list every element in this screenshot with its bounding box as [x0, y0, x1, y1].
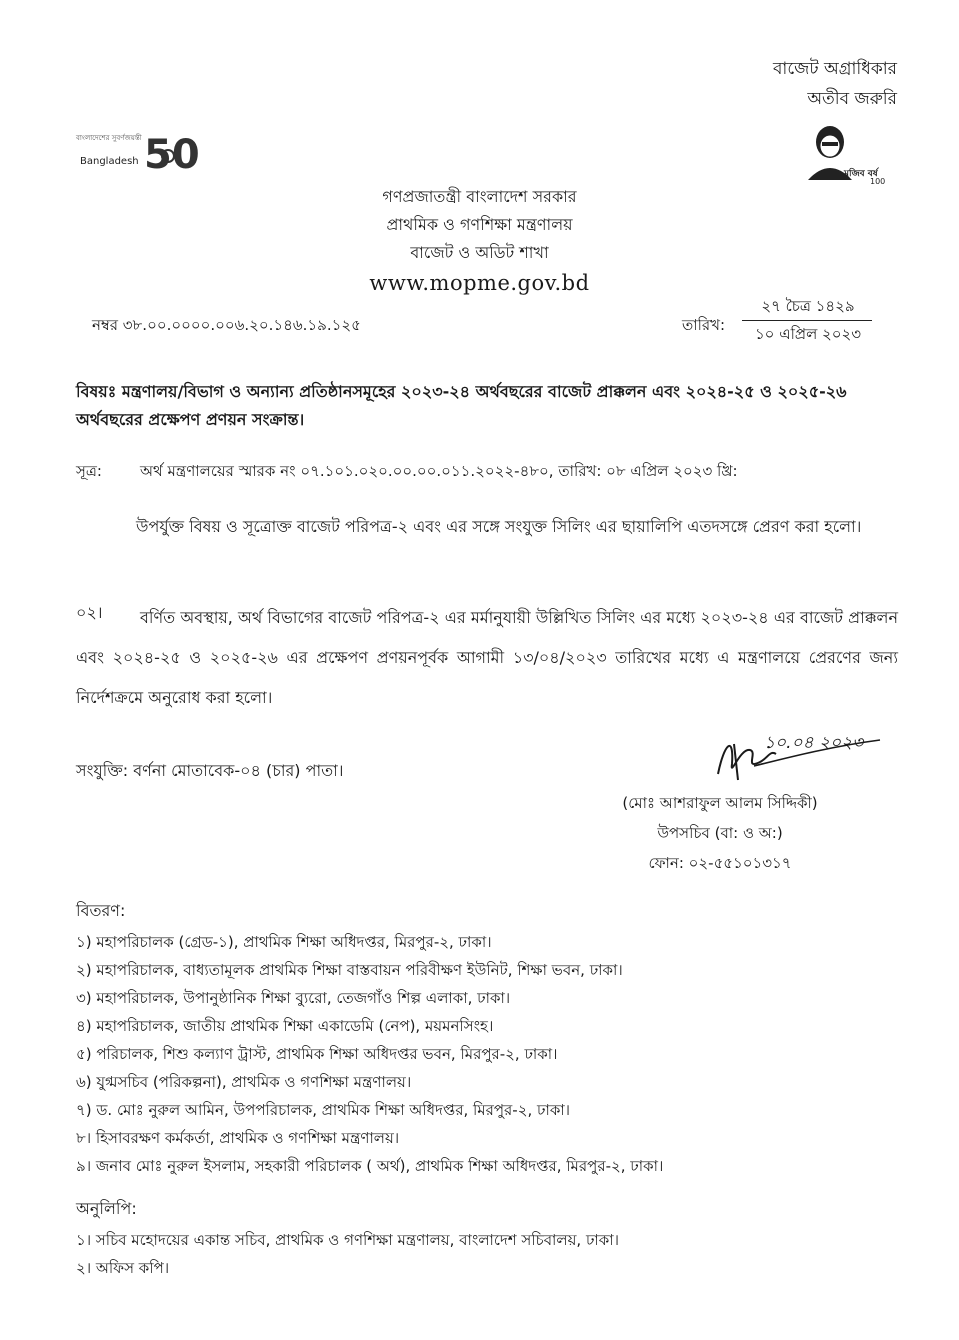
paragraph-2: বর্ণিত অবস্থায়, অর্থ বিভাগের বাজেট পরিপত্র-২ এর মর্মানুযায়ী উল্লিখিত সিলিং এর মধ্যে ২০২৩-২৪ এর বাজেট প্রাক্কলন এবং ২০২৪-২৫ ও ২০২৫-২৬ এর প্রক্ষেপণ প্রণয়নপূর্বক আগামী ১৩/০৪/২০২৩ তারিখের মধ্যে এ মন্ত্রণালয়ে প্রেরণের জন্য নির্দেশক্রমে অনুরোধ করা হলো। [76, 608, 898, 707]
priority-block [773, 54, 897, 114]
signer-name: (মোঃ আশরাফুল আলম সিদ্দিকী) [622, 794, 818, 812]
distribution-item: ১) মহাপরিচালক (গ্রেড-১), প্রাথমিক শিক্ষা অধিদপ্তর, মিরপুর-২, ঢাকা। [76, 933, 492, 951]
ministry-name: প্রাথমিক ও গণশিক্ষা মন্ত্রণালয় [386, 215, 573, 234]
reference-label: সূত্র: [76, 462, 102, 480]
golden-jubilee-emblem-icon [72, 112, 200, 188]
logo-left-numeral: 50 [144, 132, 200, 178]
signer-block [560, 788, 880, 878]
copy-list [76, 1226, 619, 1282]
priority-urgent: অতীব জরুরি [807, 89, 897, 109]
copy-title: অনুলিপি: [76, 1199, 137, 1218]
distribution-title: বিতরণ: [76, 901, 126, 920]
branch-name: বাজেট ও অডিট শাখা [410, 243, 549, 262]
logo-right-number: 100 [870, 177, 886, 186]
date-label: তারিখ: [682, 316, 726, 334]
letterhead [0, 183, 959, 299]
handwritten-signature-icon [704, 704, 884, 794]
mujib-100-logo [800, 120, 892, 188]
mujib-portrait-icon [800, 120, 892, 188]
government-name: গণপ্রজাতন্ত্রী বাংলাদেশ সরকার [382, 187, 577, 206]
priority-budget: বাজেট অগ্রাধিকার [772, 59, 897, 79]
golden-jubilee-logo [72, 112, 200, 188]
signature-date-mark: ১০.০৪ ২০২৩ [764, 733, 864, 753]
distribution-item: ৪) মহাপরিচালক, জাতীয় প্রাথমিক শিক্ষা একাডেমি (নেপ), ময়মনসিংহ। [76, 1017, 494, 1035]
website-link[interactable]: www.mopme.gov.bd [369, 271, 590, 295]
copy-item: ১। সচিব মহোদয়ের একান্ত সচিব, প্রাথমিক ও গণশিক্ষা মন্ত্রণালয়, বাংলাদেশ সচিবালয়, ঢাকা। [76, 1231, 619, 1249]
copy-item: ২। অফিস কপি। [76, 1259, 170, 1277]
paragraph-2-number: ০২। [76, 603, 103, 622]
distribution-item: ৬) যুগ্মসচিব (পরিকল্পনা), প্রাথমিক ও গণশিক্ষা মন্ত্রণালয়। [76, 1073, 412, 1091]
memo-number: নম্বর ৩৮.০০.০০০০.০০৬.২০.১৪৬.১৯.১২৫ [92, 316, 361, 334]
attachment-note: সংযুক্তি: বর্ণনা মোতাবেক-০৪ (চার) পাতা। [76, 761, 344, 780]
logo-left-top-text: বাংলাদেশের সুবর্ণজয়ন্তী [76, 134, 142, 142]
date-divider [742, 320, 872, 321]
distribution-item: ৯। জনাব মোঃ নুরুল ইসলাম, সহকারী পরিচালক ( অর্থ), প্রাথমিক শিক্ষা অধিদপ্তর, মিরপুর-২, ঢাকা। [76, 1157, 664, 1175]
logo-left-bottom-text: Bangladesh [80, 156, 139, 167]
signer-phone: ফোন: ০২-৫৫১০১৩১৭ [648, 854, 792, 872]
signature [704, 704, 884, 794]
distribution-item: ৩) মহাপরিচালক, উপানুষ্ঠানিক শিক্ষা ব্যুরো, তেজগাঁও শিল্প এলাকা, ঢাকা। [76, 989, 511, 1007]
distribution-list [76, 928, 663, 1180]
distribution-item: ৫) পরিচালক, শিশু কল্যাণ ট্রাস্ট, প্রাথমিক শিক্ষা অধিদপ্তর ভবন, মিরপুর-২, ঢাকা। [76, 1045, 558, 1063]
date-bangla: ২৭ চৈত্র ১৪২৯ [761, 297, 855, 315]
logo-right-text: মুজিব বর্ষ [844, 169, 878, 179]
reference-text: অর্থ মন্ত্রণালয়ের স্মারক নং ০৭.১০১.০২০.০০.০০.০১১.২০২২-৪৮০, তারিখ: ০৮ এপ্রিল ২০২৩ খ্রি: [140, 462, 738, 480]
distribution-item: ২) মহাপরিচালক, বাধ্যতামূলক প্রাথমিক শিক্ষা বাস্তবায়ন পরিবীক্ষণ ইউনিট, শিক্ষা ভবন, ঢাকা। [76, 961, 623, 979]
signer-designation: উপসচিব (বা: ও অ:) [657, 824, 783, 842]
paragraph-1: উপর্যুক্ত বিষয় ও সূত্রোক্ত বাজেট পরিপত্র-২ এবং এর সঙ্গে সংযুক্ত সিলিং এর ছায়ালিপি এতদসঙ্গে প্রেরণ করা হলো। [136, 517, 862, 536]
subject-line: বিষয়ঃ মন্ত্রণালয়/বিভাগ ও অন্যান্য প্রতিষ্ঠানসমূহের ২০২৩-২৪ অর্থবছরের বাজেট প্রাক্কলন এবং ২০২৪-২৫ ও ২০২৫-২৬ অর্থবছরের প্রক্ষেপণ প্রণয়ন সংক্রান্ত। [76, 382, 847, 429]
date-english: ১০ এপ্রিল ২০২৩ [754, 325, 862, 343]
distribution-item: ৮। হিসাবরক্ষণ কর্মকর্তা, প্রাথমিক ও গণশিক্ষা মন্ত্রণালয়। [76, 1129, 400, 1147]
distribution-item: ৭) ড. মোঃ নুরুল আমিন, উপপরিচালক, প্রাথমিক শিক্ষা অধিদপ্তর, মিরপুর-২, ঢাকা। [76, 1101, 571, 1119]
